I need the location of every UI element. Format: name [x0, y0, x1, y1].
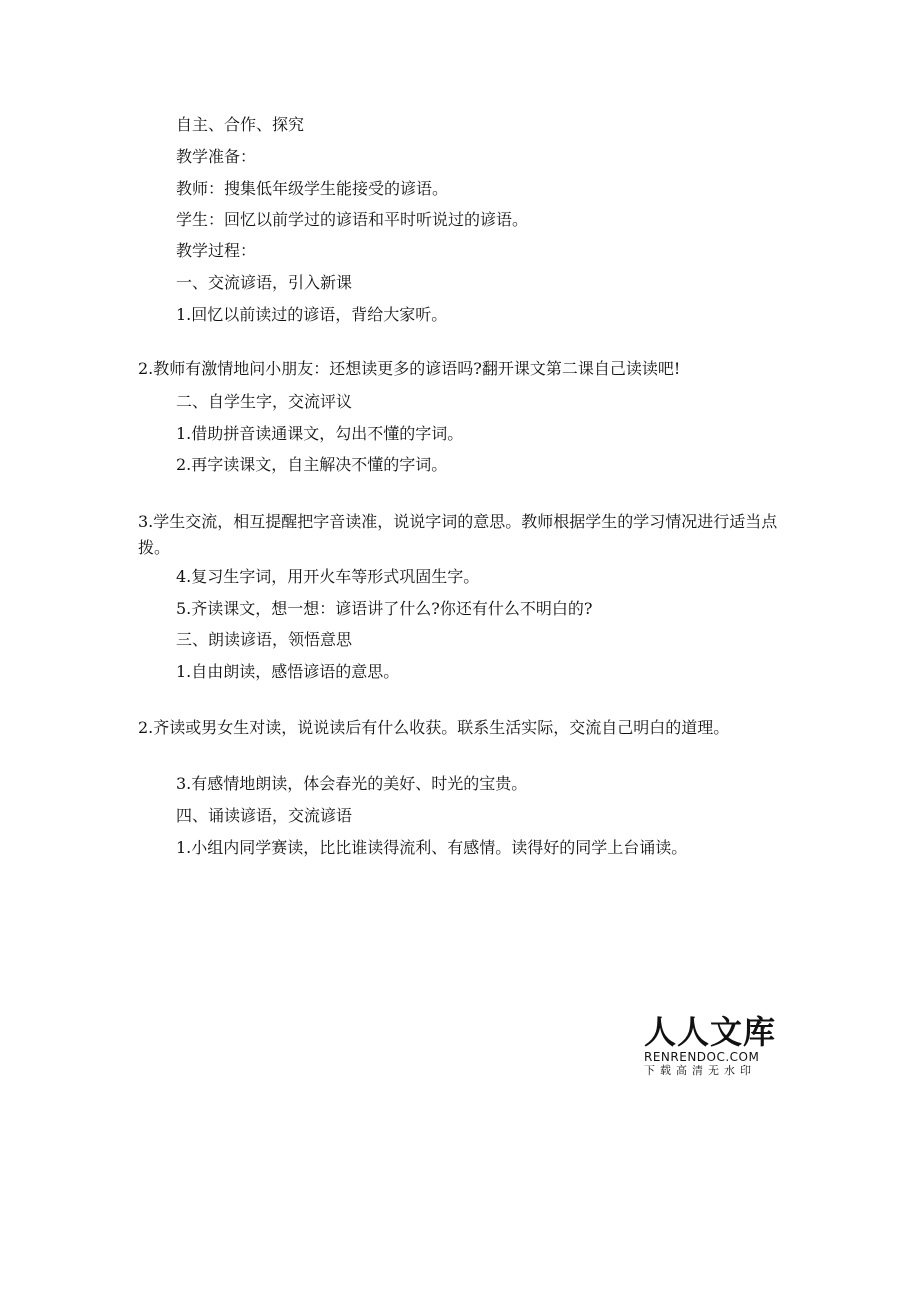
- list-item: 2.齐读或男女生对读，说说读后有什么收获。联系生活实际，交流自己明白的道理。: [138, 718, 730, 737]
- list-item: 2.再字读课文，自主解决不懂的字词。: [176, 455, 448, 474]
- text-line: 教师：搜集低年级学生能接受的谚语。: [176, 179, 449, 198]
- list-item: 4.复习生字词，用开火车等形式巩固生字。: [176, 567, 480, 586]
- watermark-title: 人人文库: [644, 1013, 777, 1051]
- list-item: 1.回忆以前读过的谚语，背给大家听。: [176, 305, 448, 324]
- list-item: 1.小组内同学赛读，比比谁读得流利、有感情。读得好的同学上台诵读。: [176, 838, 688, 857]
- list-item: 2.教师有激情地问小朋友：还想读更多的谚语吗?翻开课文第二课自己读读吧!: [138, 359, 681, 378]
- watermark-url: RENRENDOC.COM: [644, 1050, 760, 1064]
- list-item: 1.自由朗读，感悟谚语的意思。: [176, 662, 400, 681]
- section-heading: 四、诵读谚语，交流谚语: [176, 806, 353, 825]
- list-item: 3.学生交流，相互提醒把字音读准，说说字词的意思。教师根据学生的学习情况进行适当点拨。: [138, 512, 778, 557]
- list-item: 1.借助拼音读通课文，勾出不懂的字词。: [176, 424, 464, 443]
- text-line: 学生：回忆以前学过的谚语和平时听说过的谚语。: [176, 210, 529, 229]
- section-heading: 二、自学生字，交流评议: [176, 392, 353, 411]
- section-heading: 一、交流谚语，引入新课: [176, 273, 353, 292]
- watermark-logo: [644, 1013, 777, 1078]
- section-label: 教学准备：: [176, 147, 257, 166]
- section-heading: 三、朗读谚语，领悟意思: [176, 630, 353, 649]
- list-item: 3.有感情地朗读，体会春光的美好、时光的宝贵。: [176, 774, 528, 793]
- section-label: 教学过程：: [176, 241, 257, 260]
- list-item: 5.齐读课文，想一想：谚语讲了什么?你还有什么不明白的?: [176, 599, 593, 618]
- watermark-tagline: 下载高清无水印: [644, 1064, 756, 1077]
- text-line: 自主、合作、探究: [176, 115, 305, 134]
